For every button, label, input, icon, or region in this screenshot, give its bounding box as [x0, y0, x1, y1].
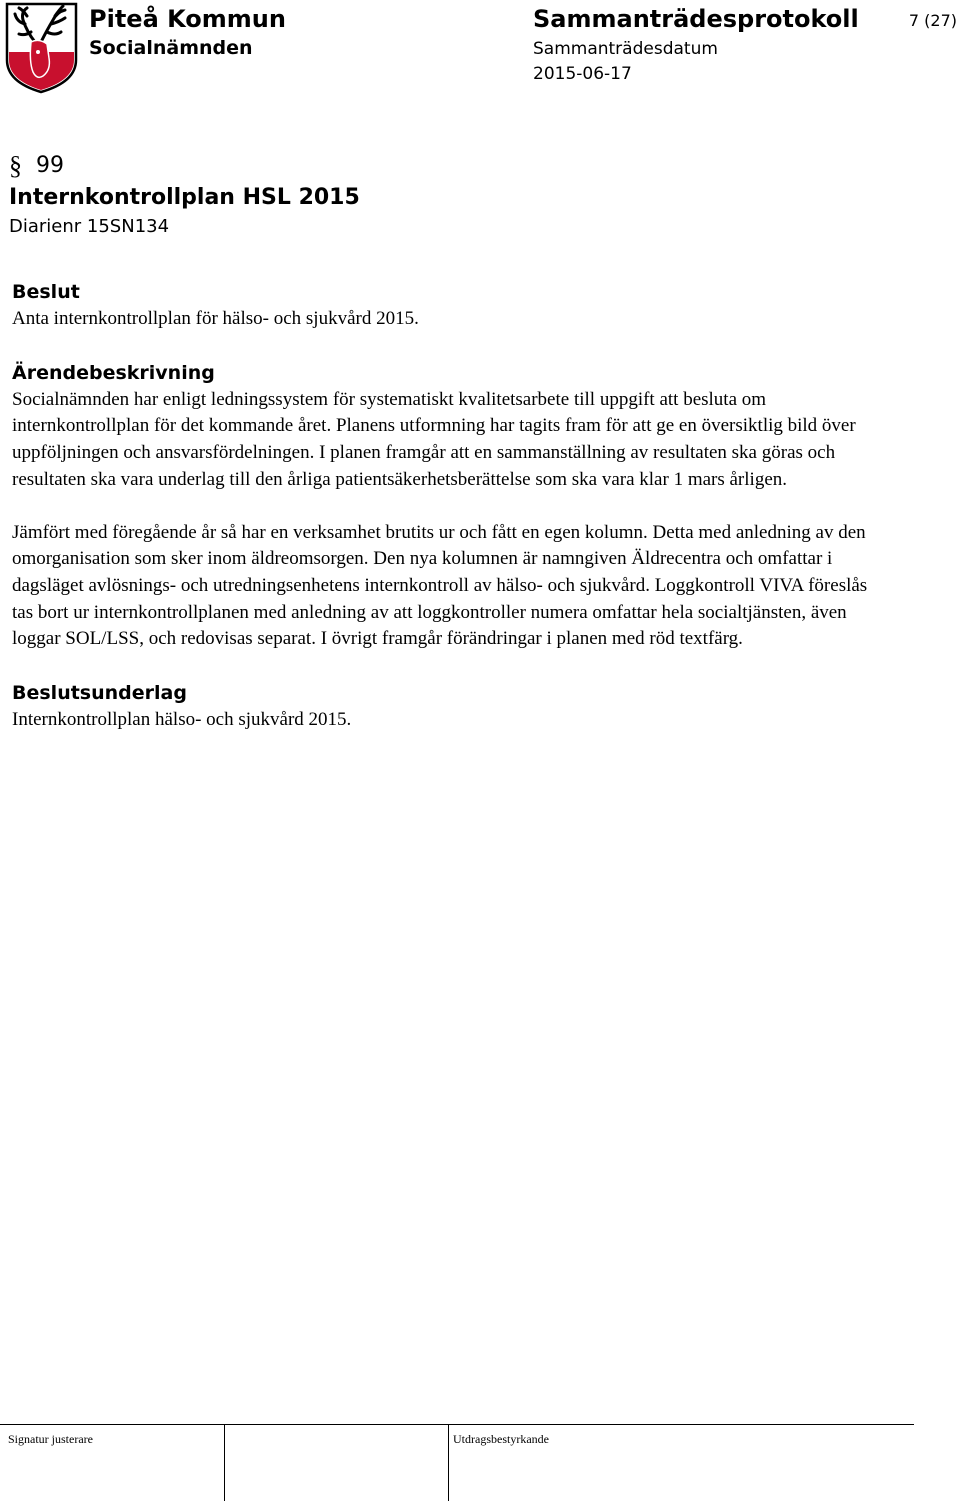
description-heading: Ärendebeskrivning [12, 361, 215, 384]
page-number: 7 (27) [908, 11, 957, 30]
footer-column-divider [224, 1424, 225, 1501]
decision-heading: Beslut [12, 281, 80, 303]
footer-divider [0, 1424, 914, 1425]
signature-label: Signatur justerare [8, 1432, 93, 1446]
decision-text: Anta internkontrollplan för hälso- och sjukvård 2015. [12, 308, 419, 329]
item-title: Internkontrollplan HSL 2015 [9, 185, 360, 210]
description-paragraph-1: Socialnämnden har enligt ledningssystem för systematiskt kvalitetsarbete till uppgift att besluta om internkontrollplan för det kommande året. Planens utformning har tagits fram för att ge en översiktlig bild över uppföljningen och ansvarsfördelningen. I planen framgår att en sammanställning av resultaten ska göras och resultaten ska vara underlag till den årliga patientsäkerhetsberättelse som ska vara klar 1 mars årligen. [12, 388, 856, 490]
diary-number: Diarienr 15SN134 [9, 216, 170, 237]
reindeer-coat-of-arms-icon [5, 2, 78, 94]
committee-name: Socialnämnden [89, 37, 253, 59]
document-type: Sammanträdesprotokoll [533, 5, 859, 33]
organization-name: Piteå Kommun [89, 5, 286, 33]
footer-column-divider [448, 1424, 449, 1501]
paragraph-number: 99 [36, 153, 64, 178]
meeting-date: 2015-06-17 [533, 64, 632, 84]
basis-heading: Beslutsunderlag [12, 682, 187, 705]
paragraph-sign: § [9, 151, 22, 180]
description-paragraph-2: Jämfört med föregående år så har en verksamhet brutits ur och fått en egen kolumn. Detta med anledning av den omorganisation som sker inom äldreomsorgen. Den nya kolumnen är namngiven Äldrecentra och omfattar i dagsläget avlösnings- och utredningsenhetens internkontroll av hälso- och sjukvård. Loggkontroll VIVA föreslås tas bort ur internkontrollplanen med anledning av att loggkontroller numera omfattar hela socialtjänsten, även loggar SOL/LSS, och redovisas separat. I övrigt framgår förändringar i planen med röd textfärg. [12, 521, 868, 650]
extract-certification-label: Utdragsbestyrkande [453, 1432, 549, 1446]
meeting-date-label: Sammanträdesdatum [533, 39, 718, 59]
document-body [12, 278, 892, 734]
basis-text: Internkontrollplan hälso- och sjukvård 2015. [12, 709, 352, 731]
